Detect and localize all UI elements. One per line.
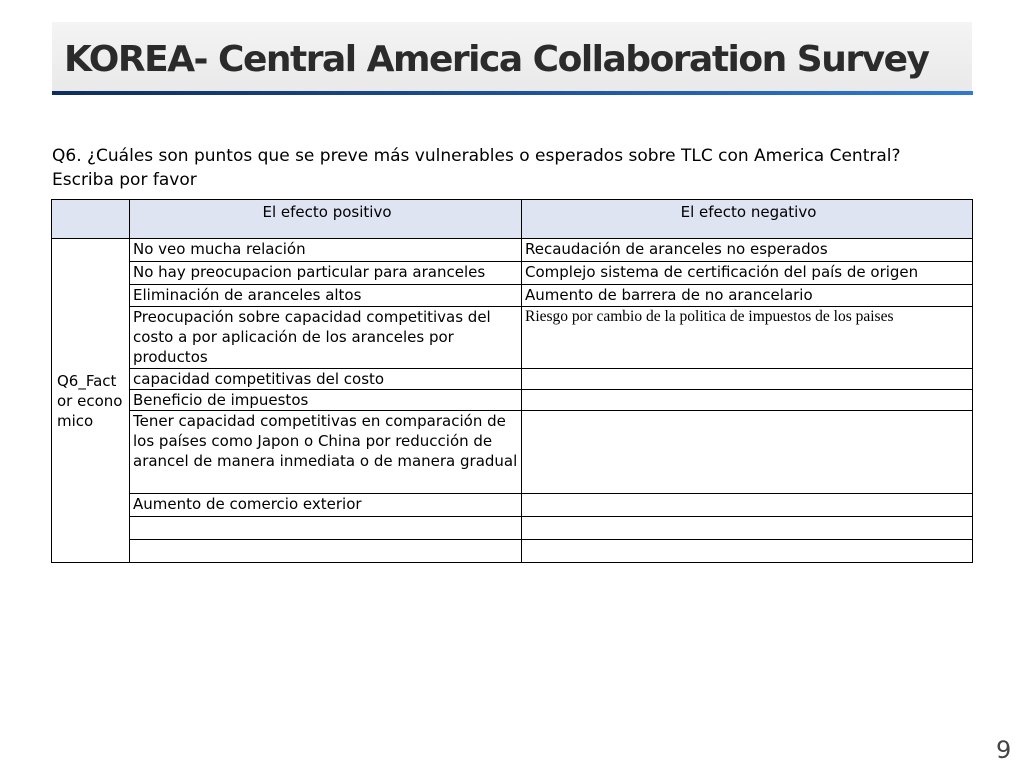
slide-title: KOREA- Central America Collaboration Survey [64,39,929,80]
positive-cell: Beneficio de impuestos [130,390,522,411]
negative-cell [522,494,973,517]
negative-cell: Recaudación de aranceles no esperados [522,239,973,262]
table-row [52,307,973,369]
positive-cell: No veo mucha relación [130,239,522,262]
survey-table [51,199,973,563]
header-positive: El efecto positivo [130,200,522,239]
positive-cell: Aumento de comercio exterior [130,494,522,517]
table-row [52,262,973,285]
table-row [52,411,973,494]
table-row [52,285,973,307]
header-empty [52,200,130,239]
table-header-row [52,200,973,239]
negative-cell: Aumento de barrera de no arancelario [522,285,973,307]
table-row [52,390,973,411]
table-row [52,494,973,517]
page-number: 9 [996,736,1012,764]
table-row [52,540,973,563]
negative-cell: Complejo sistema de certificación del país de origen [522,262,973,285]
positive-cell [130,517,522,540]
table-row [52,239,973,262]
header-negative: El efecto negativo [522,200,973,239]
positive-cell [130,540,522,563]
factor-label: Q6_Fact or econo mico [52,239,130,563]
positive-cell: Eliminación de aranceles altos [130,285,522,307]
positive-cell: No hay preocupacion particular para aranceles [130,262,522,285]
negative-cell [522,390,973,411]
positive-cell: Preocupación sobre capacidad competitivas del costo a por aplicación de los aranceles por productos [130,307,522,369]
table-row [52,369,973,390]
table-row [52,517,973,540]
title-underline [52,91,973,95]
negative-cell [522,369,973,390]
negative-cell [522,540,973,563]
positive-cell: Tener capacidad competitivas en comparación de los países como Japon o China por reducción de arancel de manera inmediata o de manera gradual [130,411,522,494]
positive-cell: capacidad competitivas del costo [130,369,522,390]
negative-cell: Riesgo por cambio de la politica de impuestos de los paises [522,307,973,369]
negative-cell [522,411,973,494]
negative-cell [522,517,973,540]
question-text: Q6. ¿Cuáles son puntos que se preve más vulnerables o esperados sobre TLC con America Central? Escriba por favor [52,146,901,190]
